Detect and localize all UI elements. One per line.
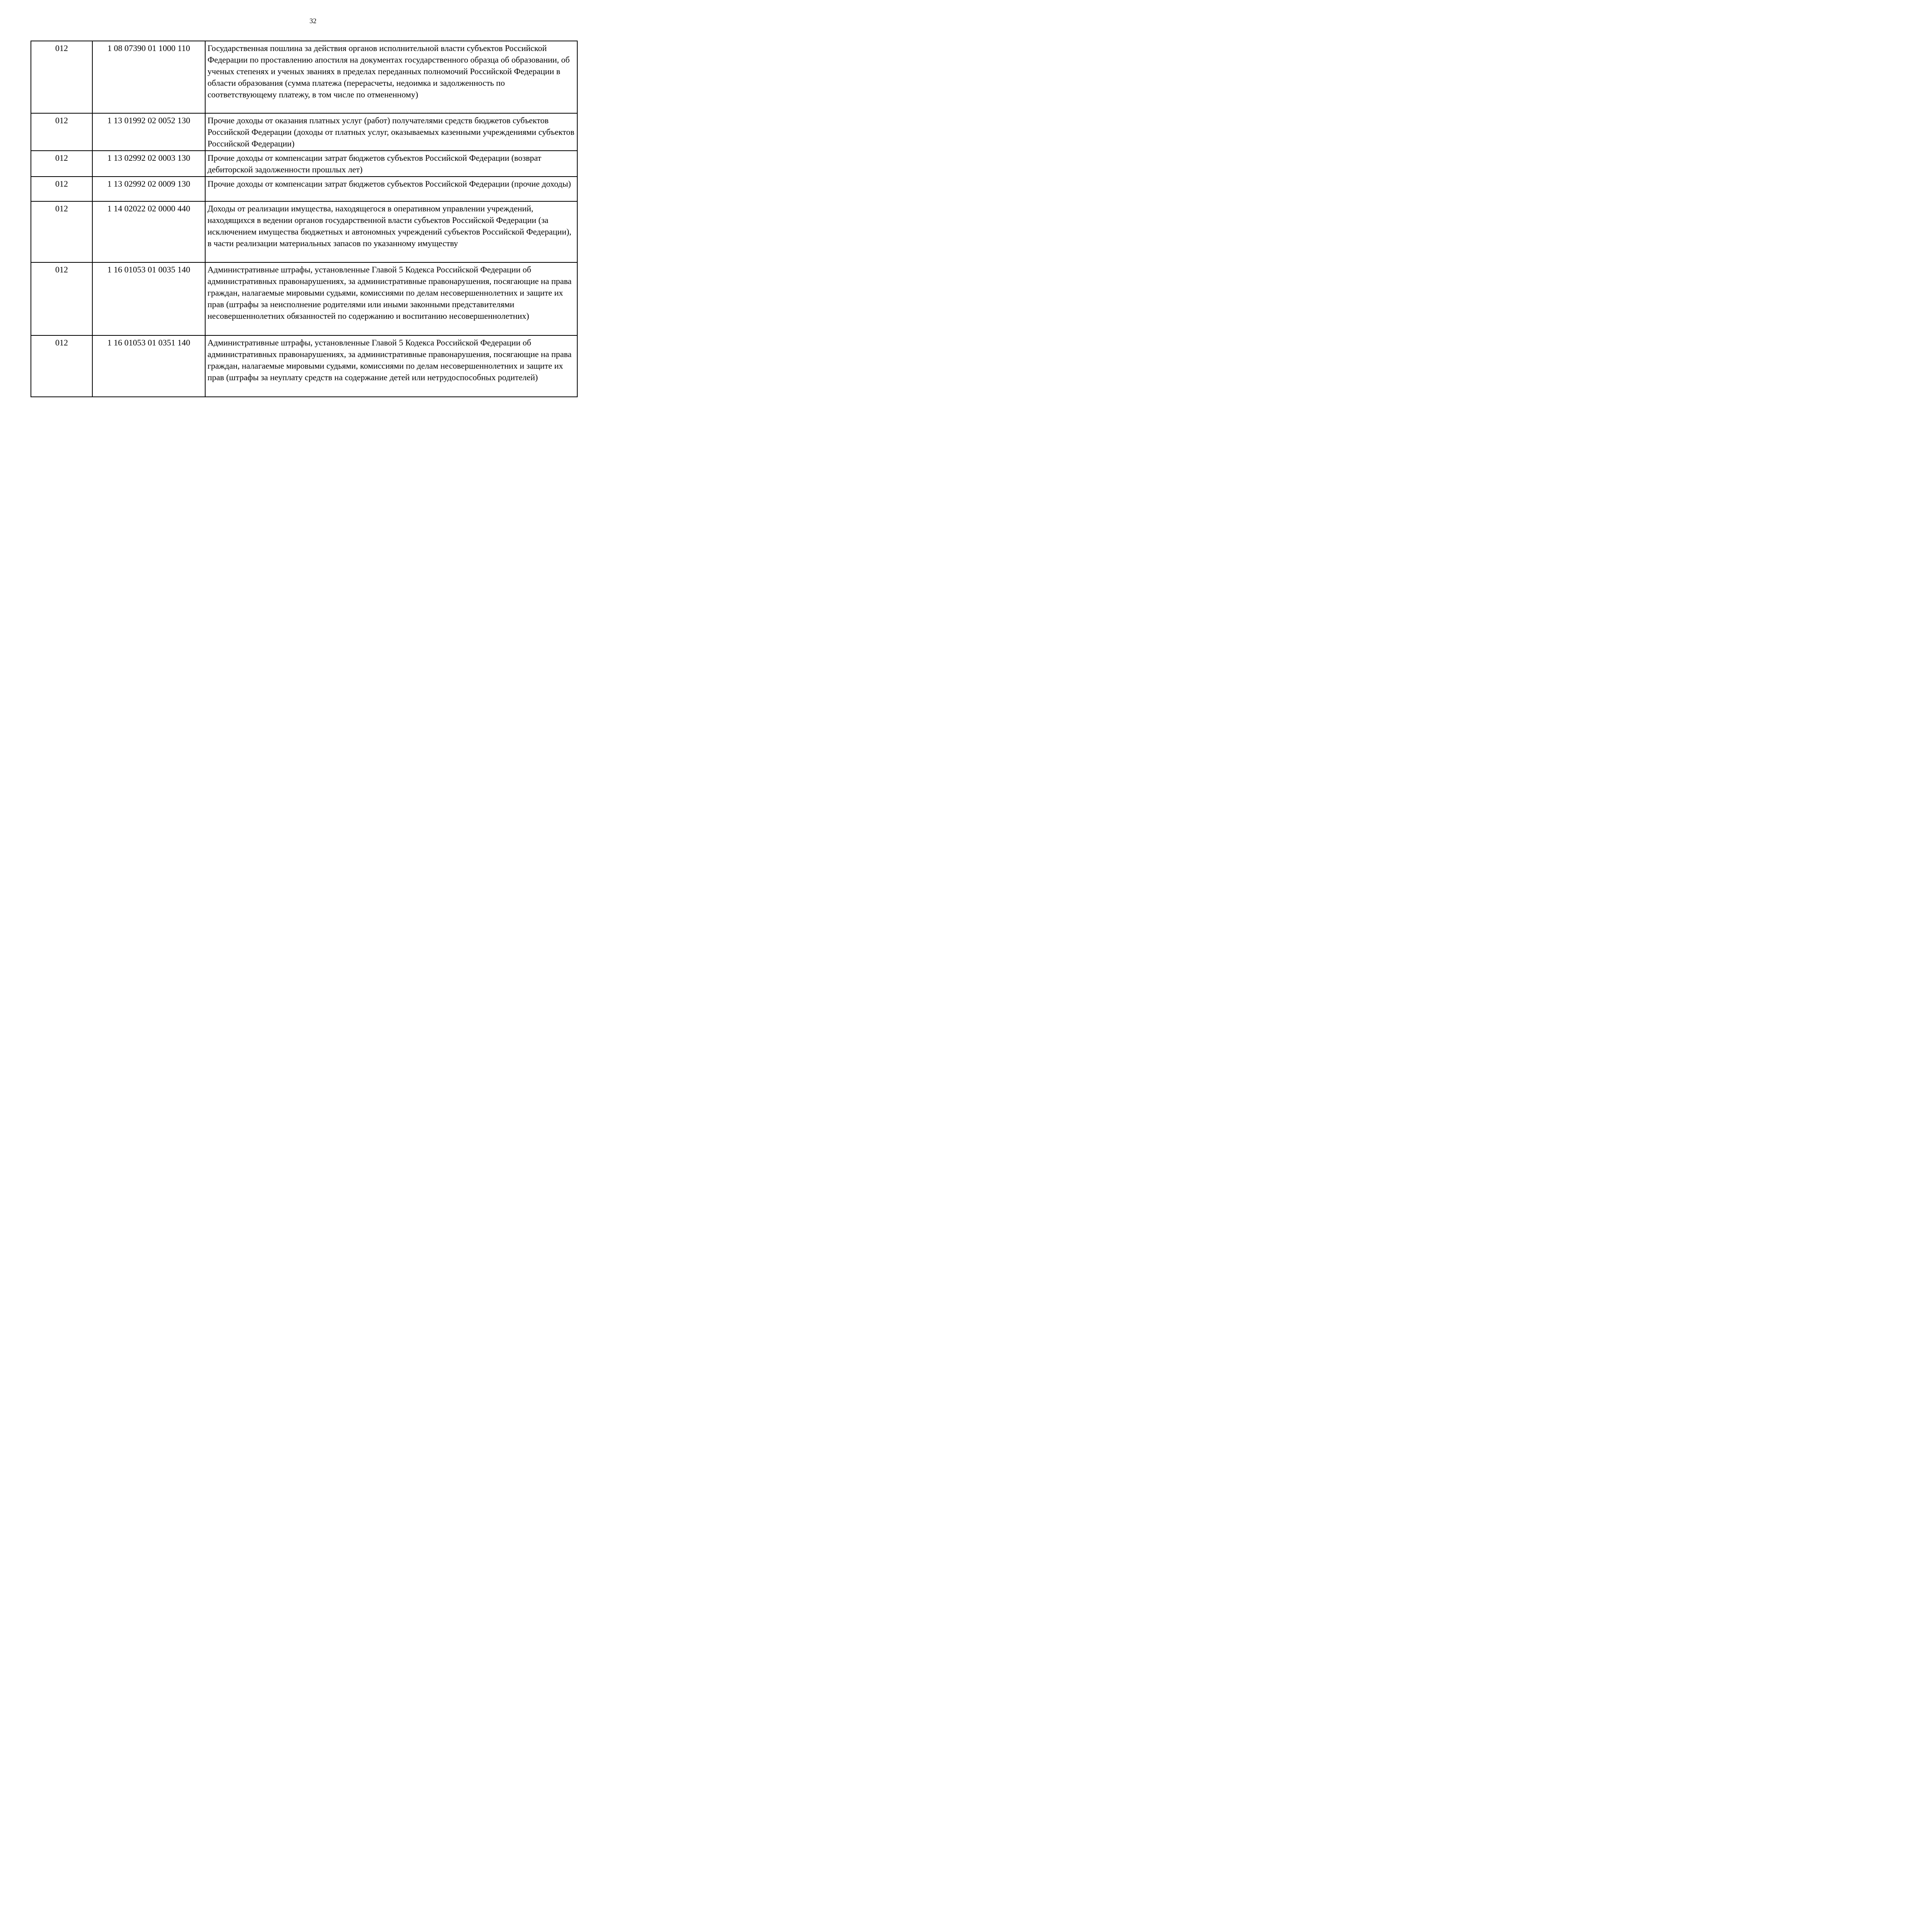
admin-code-cell: 012 bbox=[31, 177, 92, 201]
budget-code-cell: 1 13 01992 02 0052 130 bbox=[92, 113, 205, 151]
admin-code-cell: 012 bbox=[31, 113, 92, 151]
table-row bbox=[31, 41, 577, 113]
admin-code-cell: 012 bbox=[31, 41, 92, 113]
budget-code-cell: 1 13 02992 02 0003 130 bbox=[92, 151, 205, 177]
table-row bbox=[31, 113, 577, 151]
description-cell: Прочие доходы от оказания платных услуг (работ) получателями средств бюджетов субъектов Российской Федерации (доходы от платных услуг, оказываемых казенными учреждениями субъектов Российской Федерации) bbox=[205, 113, 577, 151]
admin-code-cell: 012 bbox=[31, 262, 92, 335]
revenue-codes-table bbox=[31, 41, 578, 397]
page-number: 32 bbox=[310, 17, 316, 25]
budget-code-cell: 1 08 07390 01 1000 110 bbox=[92, 41, 205, 113]
budget-code-cell: 1 16 01053 01 0351 140 bbox=[92, 335, 205, 397]
table-row bbox=[31, 151, 577, 177]
budget-code-cell: 1 14 02022 02 0000 440 bbox=[92, 201, 205, 262]
description-cell: Административные штрафы, установленные Главой 5 Кодекса Российской Федерации об административных правонарушениях, за административные правонарушения, посягающие на права граждан, налагаемые мировыми судьями, комиссиями по делам несовершеннолетних и защите их прав (штрафы за неисполнение родителями или иными законными представителями несовершеннолетних обязанностей по содержанию и воспитанию несовершеннолетних) bbox=[205, 262, 577, 335]
description-cell: Прочие доходы от компенсации затрат бюджетов субъектов Российской Федерации (возврат дебиторской задолженности прошлых лет) bbox=[205, 151, 577, 177]
admin-code-cell: 012 bbox=[31, 335, 92, 397]
description-cell: Прочие доходы от компенсации затрат бюджетов субъектов Российской Федерации (прочие доходы) bbox=[205, 177, 577, 201]
description-cell: Государственная пошлина за действия органов исполнительной власти субъектов Российской Федерации по проставлению апостиля на документах государственного образца об образовании, об ученых степенях и ученых званиях в пределах переданных полномочий Российской Федерации в области образования (сумма платежа (перерасчеты, недоимка и задолженность по соответствующему платежу, в том числе по отмененному) bbox=[205, 41, 577, 113]
budget-code-cell: 1 13 02992 02 0009 130 bbox=[92, 177, 205, 201]
admin-code-cell: 012 bbox=[31, 151, 92, 177]
table-row bbox=[31, 335, 577, 397]
budget-code-cell: 1 16 01053 01 0035 140 bbox=[92, 262, 205, 335]
admin-code-cell: 012 bbox=[31, 201, 92, 262]
table-row bbox=[31, 177, 577, 201]
table-row bbox=[31, 201, 577, 262]
description-cell: Доходы от реализации имущества, находящегося в оперативном управлении учреждений, находящихся в ведении органов государственной власти субъектов Российской Федерации (за исключением имущества бюджетных и автономных учреждений субъектов Российской Федерации), в части реализации материальных запасов по указанному имуществу bbox=[205, 201, 577, 262]
table-row bbox=[31, 262, 577, 335]
description-cell: Административные штрафы, установленные Главой 5 Кодекса Российской Федерации об административных правонарушениях, за административные правонарушения, посягающие на права граждан, налагаемые мировыми судьями, комиссиями по делам несовершеннолетних и защите их прав (штрафы за неуплату средств на содержание детей или нетрудоспособных родителей) bbox=[205, 335, 577, 397]
